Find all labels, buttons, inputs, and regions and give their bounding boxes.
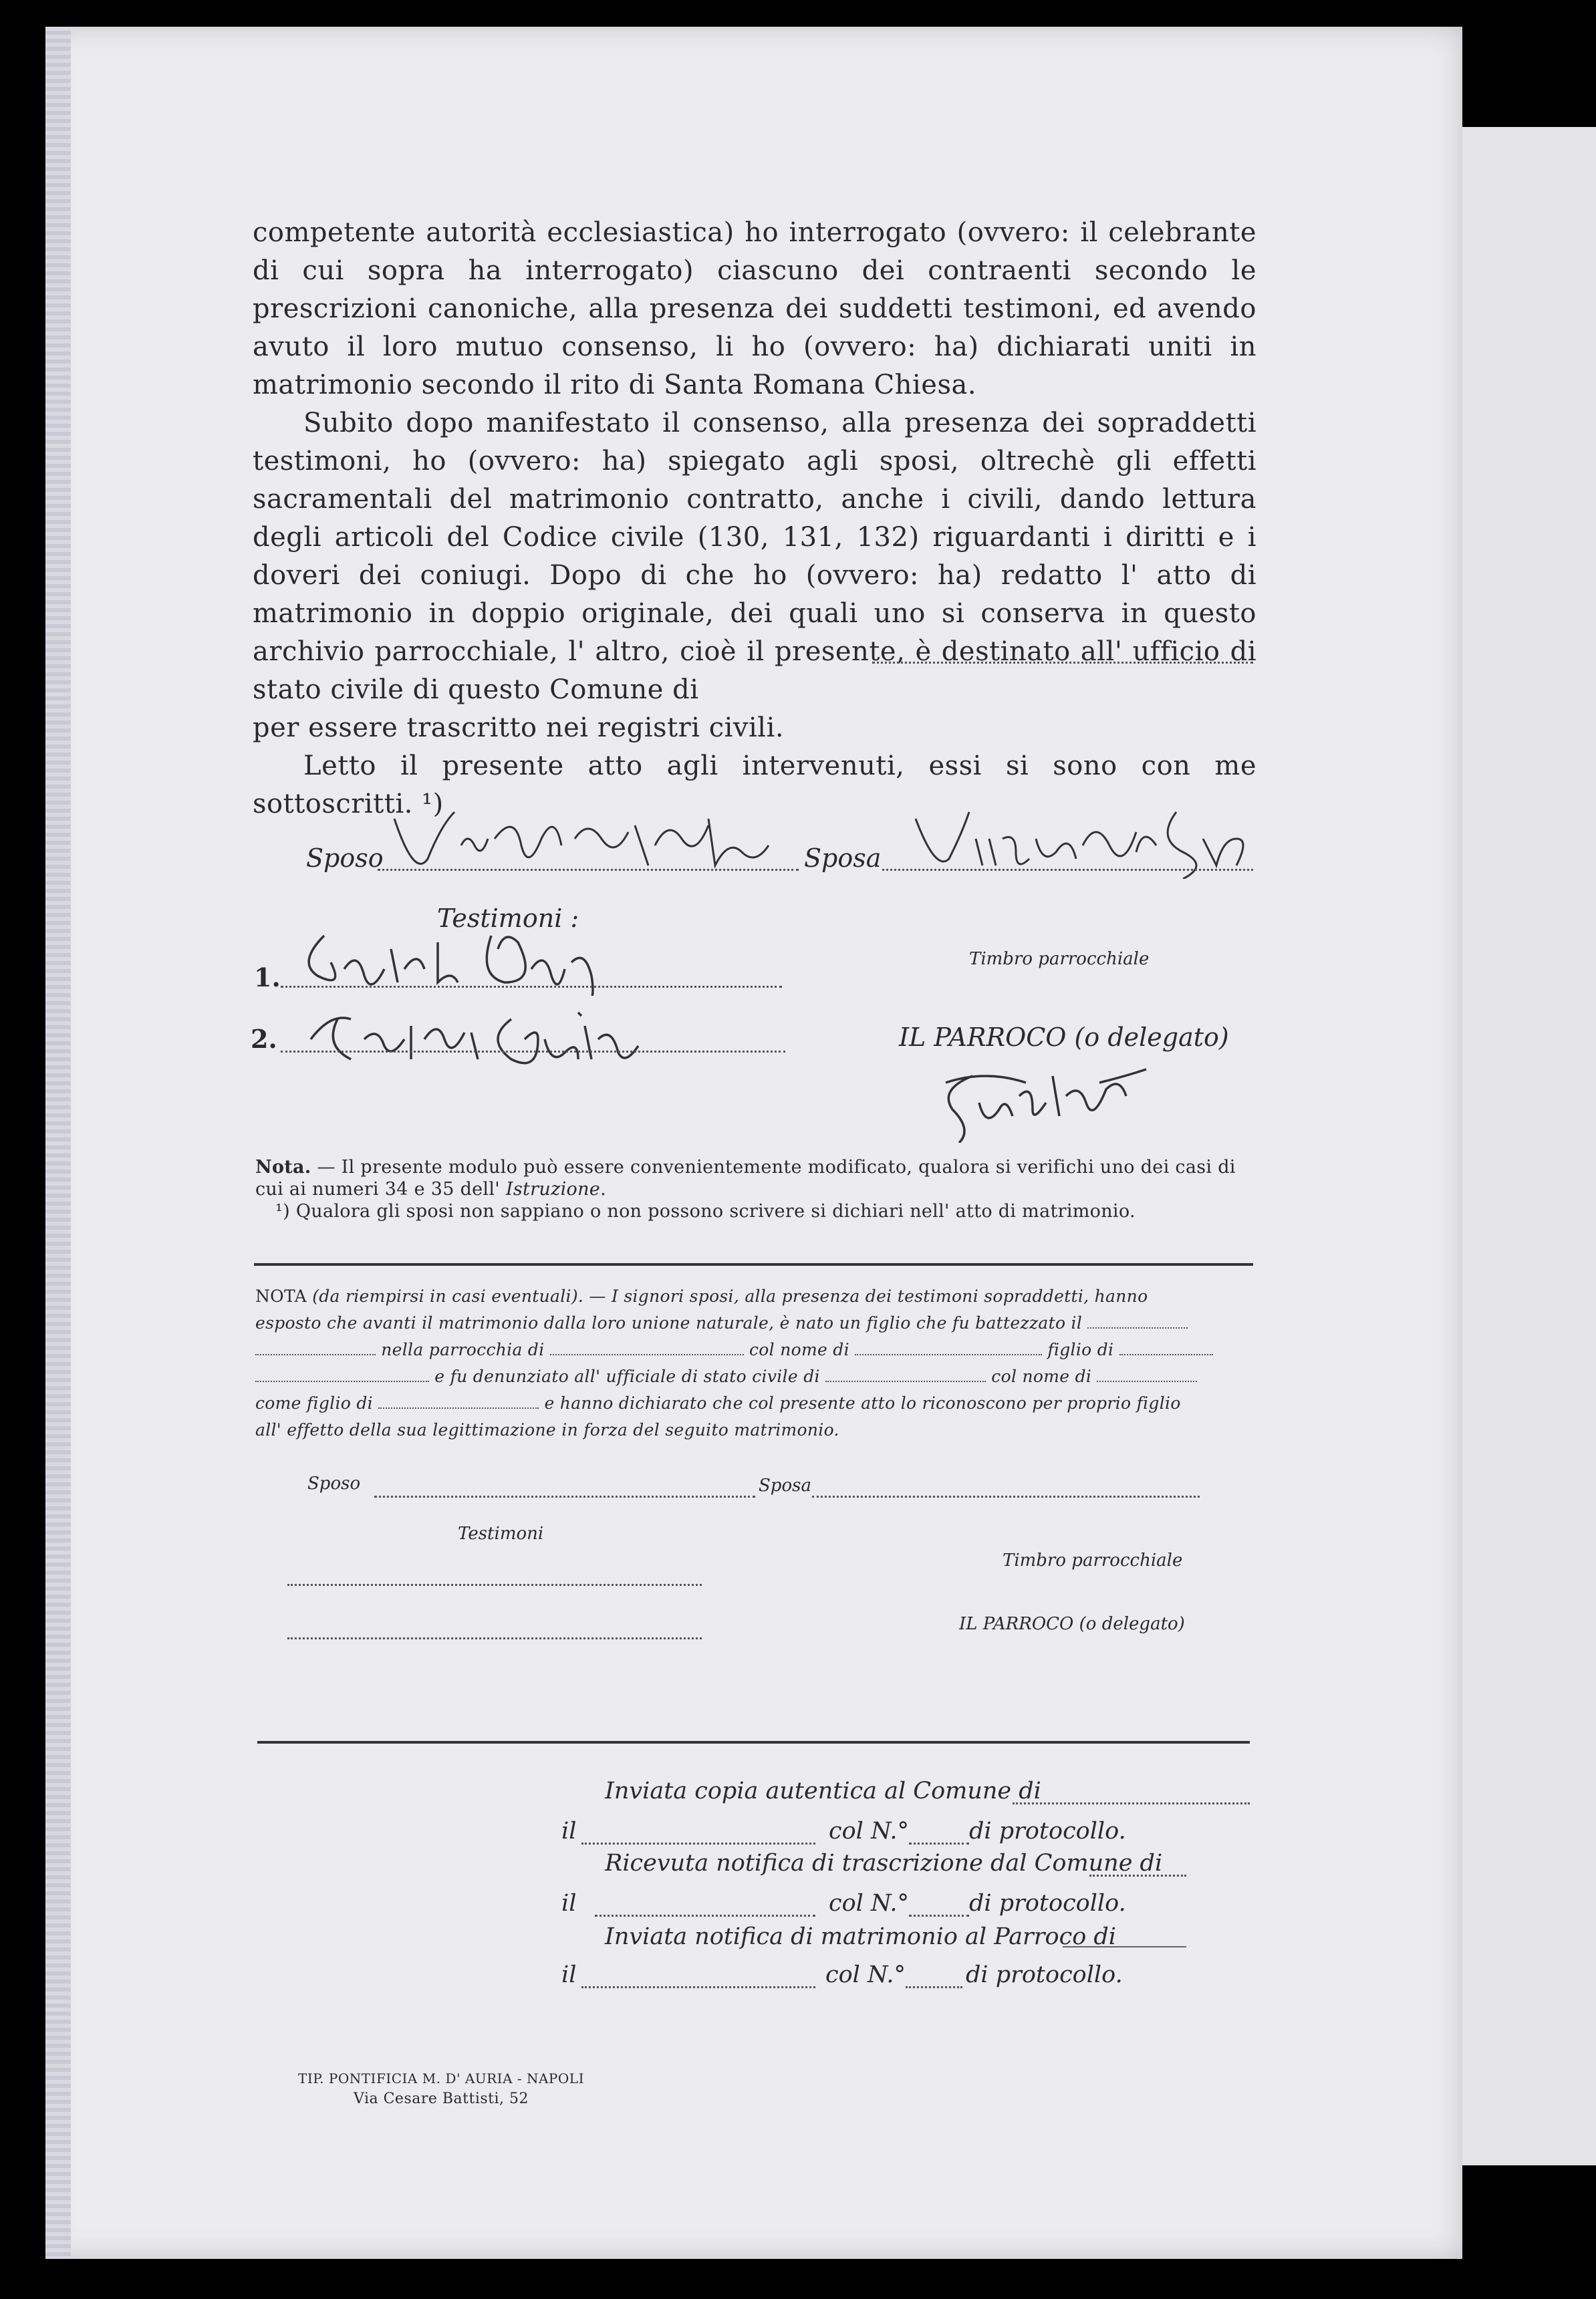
paragraph-2-end: per essere trascritto nei registri civili. [253, 712, 785, 743]
nota2-parroco-label: IL PARROCO (o delegato) [959, 1614, 1185, 1634]
nota2-sposa-line [812, 1496, 1200, 1498]
reg-il-3: il [561, 1962, 577, 1988]
nota2-line-3b: col nome di [749, 1340, 849, 1359]
printer-imprint [281, 2070, 602, 2107]
divider-2 [257, 1741, 1250, 1744]
reg-prot-1: di protocollo. [969, 1818, 1126, 1845]
reg-num-2-line [909, 1915, 969, 1917]
reg-date-1-line [581, 1843, 815, 1845]
printer-name: TIP. PONTIFICIA M. D' AURIA - NAPOLI [298, 2070, 584, 2086]
reg-prot-3: di protocollo. [966, 1962, 1123, 1988]
reg-col-2: col N.° [829, 1890, 910, 1917]
reg-date-2-line [595, 1915, 815, 1917]
parroco-label: IL PARROCO (o delegato) [899, 1023, 1229, 1052]
reg-ricevuta-label: Ricevuta notifica di trascrizione dal Comune di [605, 1850, 1163, 1877]
reg-notifica-label: Inviata notifica di matrimonio al Parroco di [605, 1923, 1116, 1950]
nota2-line-4a: e fu denunziato all' ufficiale di stato civile di [434, 1367, 820, 1386]
parroco-signature [932, 1056, 1160, 1143]
reg-num-3-line [906, 1986, 962, 1988]
nota2-line-1: (da riempirsi in casi eventuali). — I signori sposi, alla presenza dei testimoni sopraddetti, hanno [312, 1287, 1148, 1306]
reg-num-1-line [909, 1843, 969, 1845]
witness-2-line [281, 1051, 785, 1053]
witness-1-signature [297, 922, 645, 996]
nota2-line-6: all' effetto della sua legittimazione in forza del seguito matrimonio. [255, 1420, 839, 1440]
witness-1-number: 1. [254, 962, 281, 992]
sposa-line [882, 869, 1253, 871]
paragraph-2: Subito dopo manifestato il consenso, alla presenza dei sopraddetti testimoni, ho (ovvero: ha) spiegato agli sposi, oltrechè gli effetti sacramentali del matrimonio contratto, anche i civili, dando lettura degli articoli del Codice civile (130, 131, 132) riguardanti i diritti e i doveri dei coniugi. Dopo di che ho (ovvero: ha) redatto l' atto di matrimonio in doppio originale, dei quali uno si conserva in questo archivio parrocchiale, l' altro, cioè il presente, è destinato all' ufficio di stato civile di questo Comune di [253, 408, 1256, 705]
reg-il-1: il [561, 1818, 577, 1845]
nota-istruzione: Istruzione [505, 1179, 601, 1200]
divider-1 [254, 1263, 1253, 1266]
nota2-line-2: esposto che avanti il matrimonio dalla loro unione naturale, è nato un figlio che fu battezzato il [255, 1313, 1083, 1333]
nota2-head: NOTA [255, 1287, 307, 1306]
nota-legittimazione [255, 1283, 1256, 1444]
timbro-label: Timbro parrocchiale [969, 949, 1150, 969]
sposo-label: Sposo [306, 843, 384, 873]
sposo-signature [388, 799, 802, 879]
testimoni-label: Testimoni : [437, 904, 579, 933]
nota2-testimoni-label: Testimoni [458, 1524, 544, 1544]
witness-2-signature [297, 999, 672, 1073]
reg-col-3: col N.° [825, 1962, 906, 1988]
reg-date-3-line [581, 1986, 815, 1988]
adjacent-page [1447, 127, 1596, 2165]
reg-prot-2: di protocollo. [969, 1890, 1126, 1917]
nota2-sposo-label: Sposo [307, 1474, 361, 1494]
witness-1-line [281, 986, 782, 988]
paragraph-3: Letto il presente atto agli intervenuti, essi si sono con me sottoscritti. ¹) [253, 751, 1256, 819]
sposo-line [378, 869, 799, 871]
reg-copia-label: Inviata copia autentica al Comune di [605, 1778, 1041, 1804]
reg-ricevuta-comune-line [1089, 1875, 1186, 1877]
page-binding-edge [45, 27, 71, 2259]
reg-copia-comune-line [1013, 1802, 1250, 1804]
witness-2-number: 2. [251, 1024, 277, 1054]
printer-address: Via Cesare Battisti, 52 [353, 2090, 529, 2107]
reg-col-1: col N.° [829, 1818, 910, 1845]
nota-bold: Nota. [255, 1157, 311, 1178]
nota2-witness-2-line [287, 1637, 702, 1639]
nota2-line-3a: nella parrocchia di [381, 1340, 545, 1359]
nota-text: — Il presente modulo può essere convenientemente modificato, qualora si verifichi uno dei casi di cui ai numeri 34 e 35 dell' [255, 1157, 1236, 1200]
nota2-line-4b: col nome di [991, 1367, 1092, 1386]
comune-blank [872, 662, 1253, 664]
nota2-witness-1-line [287, 1584, 702, 1586]
reg-notifica-parroco-line [1063, 1946, 1186, 1947]
body-text [253, 214, 1256, 823]
reg-il-2: il [561, 1890, 577, 1917]
nota2-line-5b: e hanno dichiarato che col presente atto lo riconoscono per proprio figlio [544, 1393, 1181, 1413]
nota2-sposo-line [374, 1496, 755, 1498]
sposa-signature [909, 799, 1256, 879]
sposa-label: Sposa [804, 843, 882, 873]
nota2-sposa-label: Sposa [759, 1476, 811, 1496]
paragraph-1: competente autorità ecclesiastica) ho interrogato (ovvero: il celebrante di cui sopra ha interrogato) ciascuno dei contraenti secondo le prescrizioni canoniche, alla presenza dei suddetti testimoni, ed avendo avuto il loro mutuo consenso, li ho (ovvero: ha) dichiarati uniti in matrimonio secondo il rito di Santa Romana Chiesa. [253, 217, 1256, 400]
nota2-timbro-label: Timbro parrocchiale [1003, 1550, 1183, 1571]
nota-modulo: Nota. — Il presente modulo può essere convenientemente modificato, qualora si verifichi uno dei casi di cui ai numeri 34 e 35 dell' Istruzione. ¹) Qualora gli sposi non sappiano o non possono scrivere si dichiari nell' atto di matrimonio. [255, 1156, 1256, 1222]
nota-footnote: ¹) Qualora gli sposi non sappiano o non possono scrivere si dichiari nell' atto di matrimonio. [275, 1201, 1136, 1222]
nota2-line-3c: figlio di [1047, 1340, 1114, 1359]
nota2-line-5a: come figlio di [255, 1393, 373, 1413]
